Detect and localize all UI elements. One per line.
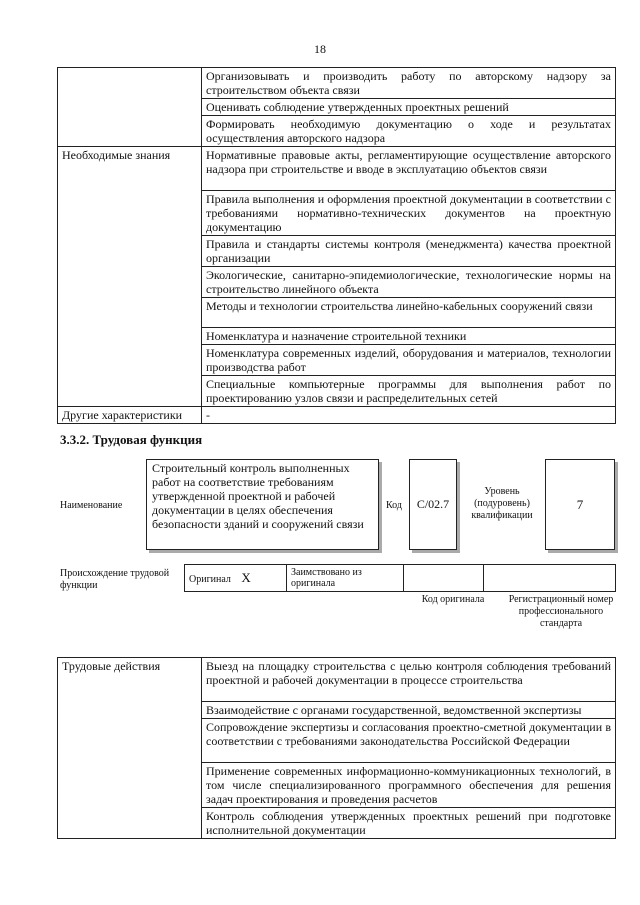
function-code-box: C/02.7 [409,459,457,550]
function-name-box: Строительный контроль выполненных работ на соответствие требованиям утвержденной проектной и рабочей документации в целях обеспечения безопасности зданий и сооружений связи [146,459,379,550]
page-number: 18 [314,42,326,56]
code-original-caption: Код оригинала [421,594,485,605]
row-text: Методы и технологии строительства линейно-кабельных сооружений связи [202,298,616,328]
origin-label: Происхождение трудовой функции [60,568,170,591]
table-row [58,68,616,99]
labor-actions-table [57,657,616,839]
section-title: 3.3.2. Трудовая функция [60,432,203,447]
borrowed-cell: Заимствовано из оригинала [287,565,404,592]
row-text: Применение современных информационно-коммуникационных технологий, в том числе специализированного программного обеспечения для решения задач проектирования и проведения расчетов [202,763,616,808]
origin-table [184,564,616,592]
row-label-actions: Трудовые действия [58,658,202,839]
row-text: Номенклатура и назначение строительной техники [202,328,616,345]
reg-number-cell [484,565,616,592]
code-label: Код [386,500,402,511]
row-text: Организовывать и производить работу по авторскому надзору за строительством объекта связи [202,68,616,99]
row-text: Сопровождение экспертизы и согласования проектно-сметной документации в соответствии с требованиями законодательства Российской Федерации [202,719,616,763]
table-row [58,147,616,191]
row-text: Контроль соблюдения утвержденных проектных решений при подготовке исполнительной документации [202,808,616,839]
row-text: Взаимодействие с органами государственной, ведомственной экспертизы [202,702,616,719]
row-text: Формировать необходимую документацию о ходе и результатах осуществления авторского надзора [202,116,616,147]
row-text: Оценивать соблюдение утвержденных проектных решений [202,99,616,116]
row-text: Нормативные правовые акты, регламентирующие осуществление авторского надзора при строительстве и вводе в эксплуатацию объектов связи [202,147,616,191]
row-text: Выезд на площадку строительства с целью контроля соблюдения требований проектной и рабочей документации в процессе строительства [202,658,616,702]
row-text: - [202,407,616,424]
original-cell [185,565,287,592]
name-label: Наименование [60,500,123,511]
row-text: Номенклатура современных изделий, оборудования и материалов, технологии производства работ [202,345,616,376]
row-label-other: Другие характеристики [58,407,202,424]
level-label: Уровень (подуровень) квалификации [471,486,533,521]
code-original-cell [404,565,484,592]
qualification-level-box: 7 [545,459,615,550]
row-label-knowledge: Необходимые знания [58,147,202,407]
reg-number-caption: Регистрационный номер профессионального стандарта [508,594,614,629]
row-text: Правила выполнения и оформления проектной документации в соответствии с требованиями нормативно-технических документов на проектную документацию [202,191,616,236]
table-row [58,658,616,702]
knowledge-table [57,67,616,424]
row-text: Специальные компьютерные программы для выполнения работ по проектированию узлов связи и распределительных сетей [202,376,616,407]
original-label: Оригинал [189,573,231,585]
row-text: Правила и стандарты системы контроля (менеджмента) качества проектной организации [202,236,616,267]
row-text: Экологические, санитарно-эпидемиологические, технологические нормы на строительство линейного объекта [202,267,616,298]
row-label [58,68,202,147]
original-mark: X [241,569,251,585]
table-row [185,565,616,592]
table-row [58,407,616,424]
